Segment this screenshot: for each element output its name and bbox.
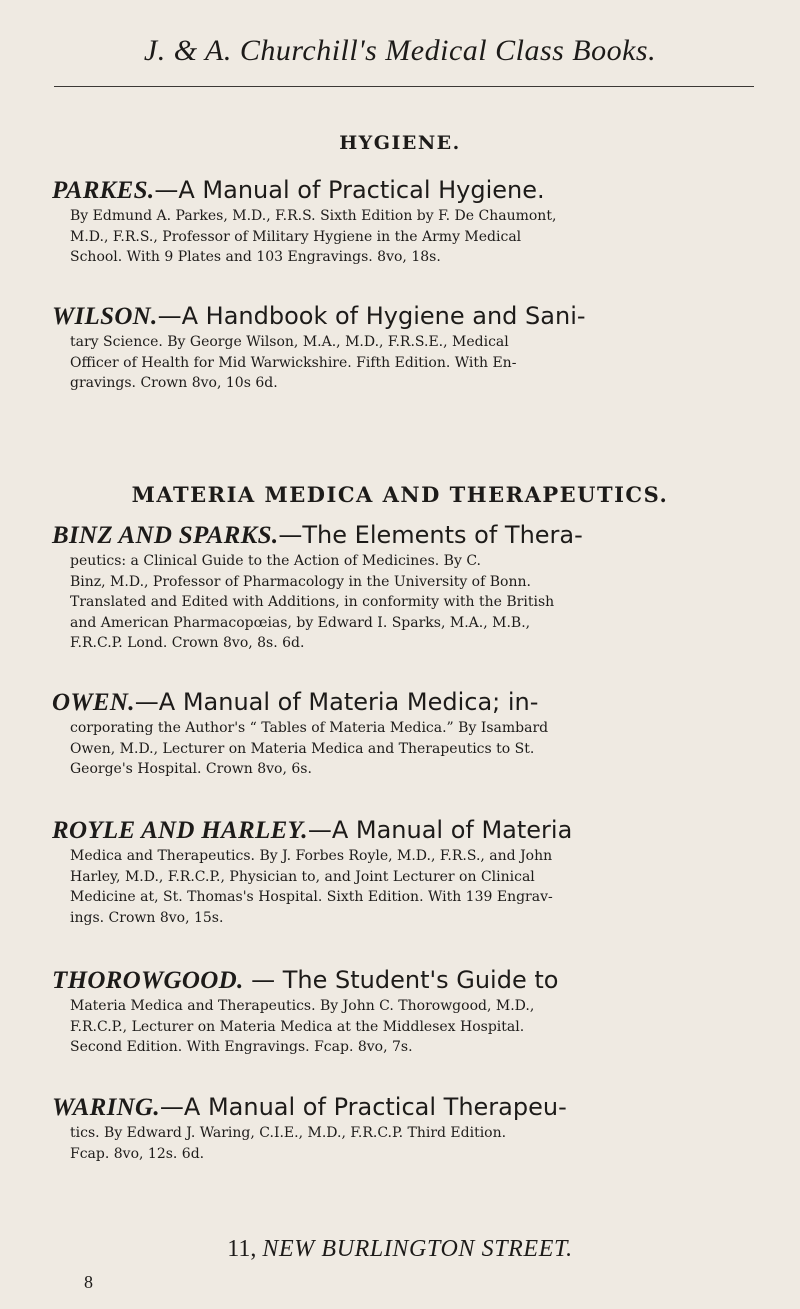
book-entry-owen — [52, 687, 764, 780]
header-rule — [54, 86, 754, 87]
page-number: 8 — [84, 1272, 93, 1292]
entry-description — [52, 996, 764, 1058]
entry-title — [52, 965, 764, 996]
entry-title — [52, 1092, 764, 1123]
entry-title-text: — The Student's Guide to — [243, 966, 559, 994]
entry-line: F.R.C.P. Lond. Crown 8vo, 8s. 6d. — [70, 635, 305, 651]
entry-line: Owen, M.D., Lecturer on Materia Medica and Therapeutics to St. — [70, 740, 535, 757]
entry-line: By Edmund A. Parkes, M.D., F.R.S. Sixth Edition by F. De Chaumont, — [70, 208, 557, 224]
book-entry-thorowgood — [52, 965, 764, 1058]
entry-line: Harley, M.D., F.R.C.P., Physician to, and Joint Lecturer on Clinical — [70, 868, 535, 885]
entry-title-text: —A Manual of Practical Therapeu- — [159, 1093, 567, 1121]
entry-title-text: —A Handbook of Hygiene and Sani- — [157, 302, 586, 330]
entry-line: tary Science. By George Wilson, M.A., M.D., F.R.S.E., Medical — [70, 334, 509, 350]
entry-title-text: —A Manual of Materia Medica; in- — [134, 688, 539, 716]
entry-line: Binz, M.D., Professor of Pharmacology in the University of Bonn. — [70, 573, 531, 590]
section-heading-hygiene: HYGIENE. — [339, 132, 461, 154]
entry-title-text: —A Manual of Materia — [307, 816, 573, 844]
entry-description — [52, 206, 764, 268]
entry-title — [52, 301, 764, 332]
book-entry-binz-and-sparks — [52, 520, 764, 654]
entry-line: peutics: a Clinical Guide to the Action of Medicines. By C. — [70, 553, 481, 569]
entry-line: F.R.C.P., Lecturer on Materia Medica at the Middlesex Hospital. — [70, 1018, 525, 1035]
entry-title — [52, 815, 764, 846]
running-head: J. & A. Churchill's Medical Class Books. — [143, 34, 657, 67]
entry-line: Second Edition. With Engravings. Fcap. 8vo, 7s. — [70, 1039, 413, 1055]
book-entry-waring — [52, 1092, 764, 1164]
entry-title-text: —The Elements of Thera- — [278, 521, 583, 549]
book-entry-royle-and-harley — [52, 815, 764, 928]
entry-line: and American Pharmacopœias, by Edward I. Sparks, M.A., M.B., — [70, 614, 531, 631]
entry-title — [52, 520, 764, 551]
entry-author: OWEN. — [52, 689, 135, 716]
entry-author: ROYLE AND HARLEY. — [52, 817, 308, 844]
entry-title — [52, 687, 764, 718]
book-entry-wilson — [52, 301, 764, 394]
entry-author: PARKES. — [52, 177, 155, 204]
street-name: NEW BURLINGTON STREET. — [262, 1236, 573, 1262]
entry-line: M.D., F.R.S., Professor of Military Hygiene in the Army Medical — [70, 228, 522, 245]
entry-author: THOROWGOOD. — [52, 967, 244, 994]
entry-description — [52, 846, 764, 928]
entry-line: gravings. Crown 8vo, 10s 6d. — [70, 375, 278, 391]
entry-line: Fcap. 8vo, 12s. 6d. — [70, 1145, 205, 1162]
entry-title — [52, 175, 764, 206]
entry-description — [52, 718, 764, 780]
entry-line: School. With 9 Plates and 103 Engravings. 8vo, 18s. — [70, 249, 441, 265]
entry-line: corporating the Author's “ Tables of Materia Medica.” By Isambard — [70, 720, 549, 736]
entry-description — [52, 332, 764, 394]
entry-author: BINZ AND SPARKS. — [52, 522, 279, 549]
entry-line: Officer of Health for Mid Warwickshire. Fifth Edition. With En- — [70, 354, 517, 371]
entry-line: George's Hospital. Crown 8vo, 6s. — [70, 761, 312, 777]
street-number: 11, — [227, 1236, 257, 1262]
section-heading-materia-medica: MATERIA MEDICA AND THERAPEUTICS. — [131, 482, 669, 507]
publisher-address — [0, 1236, 800, 1263]
entry-line: Medicine at, St. Thomas's Hospital. Sixth Edition. With 139 Engrav- — [70, 889, 553, 905]
entry-line: Medica and Therapeutics. By J. Forbes Royle, M.D., F.R.S., and John — [70, 848, 553, 864]
entry-author: WARING. — [52, 1094, 160, 1121]
entry-description — [52, 1123, 764, 1164]
entry-description — [52, 551, 764, 654]
book-entry-parkes — [52, 175, 764, 268]
entry-line: Translated and Edited with Additions, in conformity with the British — [70, 594, 555, 610]
entry-author: WILSON. — [52, 303, 158, 330]
entry-line: tics. By Edward J. Waring, C.I.E., M.D., F.R.C.P. Third Edition. — [70, 1125, 507, 1141]
entry-line: Materia Medica and Therapeutics. By John C. Thorowgood, M.D., — [70, 998, 535, 1014]
entry-title-text: —A Manual of Practical Hygiene. — [154, 176, 545, 204]
entry-line: ings. Crown 8vo, 15s. — [70, 909, 224, 926]
